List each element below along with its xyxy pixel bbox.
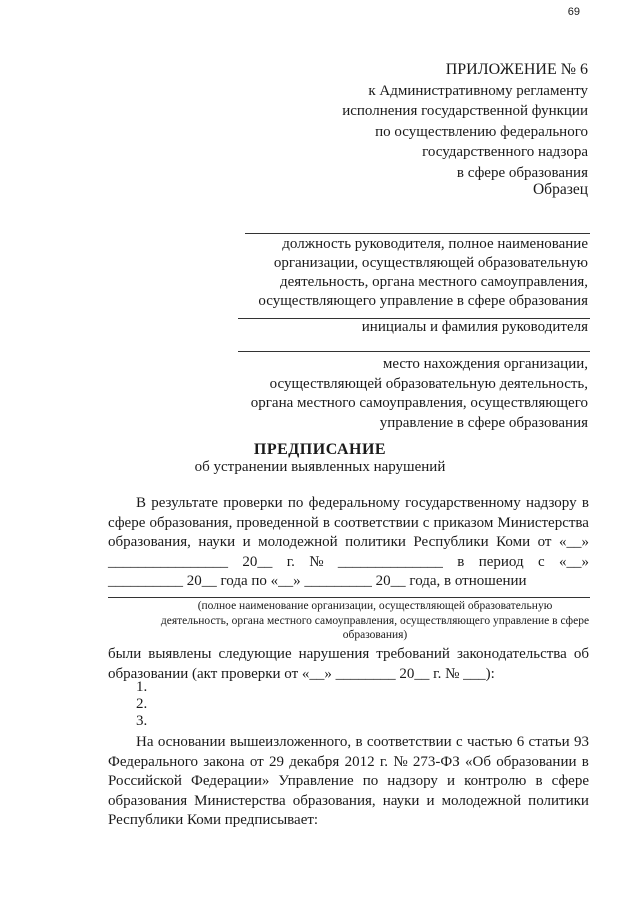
addressee-line: управление в сфере образования	[379, 414, 588, 431]
violation-item: 2.	[136, 696, 148, 712]
organization-note	[150, 599, 600, 643]
intro-line-date-fields	[108, 553, 589, 573]
intro-line	[108, 494, 589, 514]
word: от	[249, 753, 264, 770]
addressee-line: осуществляющей образовательную деятельность,	[269, 375, 588, 392]
word: вышеизложенного,	[229, 734, 352, 750]
word: образования	[108, 792, 188, 809]
organization-rule	[108, 597, 590, 598]
appendix-header	[342, 60, 588, 183]
word: закона	[203, 753, 245, 770]
word: в	[581, 495, 589, 511]
word: в	[581, 753, 589, 770]
word: с	[455, 734, 463, 750]
addressee-line: должность руководителя, полное наименование	[282, 236, 588, 252]
page-number: 69	[567, 6, 580, 18]
word: образования,	[292, 792, 376, 809]
violation-item: 3.	[136, 713, 148, 729]
sample-label: Образец	[532, 181, 588, 198]
word: были	[108, 646, 142, 662]
addressee-line: органа местного самоуправления, осуществляющего	[250, 395, 588, 411]
document-title: ПРЕДПИСАНИЕ	[253, 441, 387, 458]
intro-line	[108, 533, 589, 553]
word: по	[362, 773, 379, 790]
word: федеральному	[308, 495, 400, 511]
addressee-block-position	[258, 235, 588, 311]
word: 2012	[344, 753, 375, 770]
word: период	[478, 553, 524, 570]
word: «__»	[558, 534, 589, 550]
word: Федерации»	[191, 773, 270, 790]
word: 6	[516, 734, 525, 750]
word: надзору	[525, 495, 577, 511]
addressee-block-location	[251, 355, 588, 433]
conclusion-line	[108, 772, 589, 792]
appendix-title: ПРИЛОЖЕНИЕ № 6	[445, 61, 588, 78]
word: сфере	[551, 773, 589, 790]
word: и	[426, 792, 435, 809]
note-line: деятельность, органа местного самоуправления, осуществляющего управление в сфере	[160, 614, 590, 627]
word: от	[537, 534, 552, 550]
word: Управление	[278, 773, 354, 790]
word: с	[537, 553, 545, 570]
word: требований	[376, 646, 450, 662]
conclusion-paragraph	[108, 733, 589, 831]
appendix-line: по осуществлению федерального	[375, 123, 588, 140]
word: науки	[382, 792, 420, 809]
addressee-line: осуществляющего управление в сфере образования	[258, 293, 588, 309]
conclusion-line	[108, 733, 589, 753]
word: №	[393, 753, 408, 770]
word: надзору	[387, 773, 438, 790]
year-abbr: г.	[286, 553, 295, 570]
document-subtitle: об устранении выявленных нарушений	[194, 459, 446, 475]
word: контролю	[464, 773, 527, 790]
word: политики	[528, 792, 589, 809]
word: с	[422, 514, 430, 531]
year-field: 20__	[242, 553, 273, 570]
intro-line: __________ 20__ года по «__» _________ 20__ года, в отношении	[108, 573, 527, 589]
word: проведенной	[236, 514, 319, 531]
word: в	[535, 773, 543, 790]
word: государственному	[405, 495, 521, 511]
word: молодежной	[258, 534, 338, 550]
appendix-line: к Административному регламенту	[368, 82, 588, 99]
word: законодательства	[456, 646, 567, 662]
word: образования,	[108, 534, 191, 550]
intro-paragraph	[108, 494, 589, 592]
violation-item: 1.	[136, 679, 148, 695]
word: следующие	[218, 646, 292, 662]
appendix-line: исполнения государственной функции	[342, 103, 588, 119]
word: Министерства	[497, 514, 589, 531]
word: 29	[268, 753, 284, 770]
word: соответствии	[366, 734, 452, 750]
appendix-line: в сфере образования	[456, 164, 588, 181]
word: г.	[379, 753, 389, 770]
appendix-line: государственного надзора	[422, 144, 588, 160]
violations-line: образовании (акт проверки от «__» ________ 20__ г. № ___):	[108, 665, 495, 682]
word: молодежной	[441, 792, 522, 809]
addressee-rule	[238, 351, 590, 352]
word: образования,	[149, 514, 233, 531]
word: Федерального	[108, 753, 199, 770]
number-field: ______________	[337, 553, 443, 570]
word: в	[457, 553, 465, 570]
day-field: «__»	[558, 553, 589, 570]
word: проверки	[223, 495, 283, 511]
word: В	[136, 495, 147, 511]
word: соответствии	[333, 514, 419, 531]
word: На	[136, 734, 154, 750]
violations-line	[108, 645, 589, 665]
word: сфере	[108, 514, 146, 531]
word: Министерства	[194, 792, 286, 809]
word: Российской	[108, 773, 182, 790]
word: об	[573, 646, 589, 662]
conclusion-line: Республики Коми предписывает:	[108, 812, 319, 829]
word: в	[355, 734, 363, 750]
note-line: образования)	[342, 629, 408, 641]
word: частью	[466, 734, 513, 750]
intro-line	[108, 514, 589, 534]
word: и	[447, 773, 456, 790]
addressee-initials: инициалы и фамилия руководителя	[361, 319, 588, 335]
word: выявлены	[148, 646, 212, 662]
word: «Об	[465, 753, 491, 770]
conclusion-line	[108, 792, 589, 812]
word: результате	[151, 495, 218, 511]
note-line: (полное наименование организации, осуществляющей образовательную	[197, 600, 553, 612]
word: науки	[198, 534, 236, 550]
word: приказом	[433, 514, 494, 531]
word: в	[322, 514, 330, 531]
word: политики	[345, 534, 406, 550]
addressee-line: место нахождения организации,	[382, 356, 588, 372]
conclusion-line	[108, 753, 589, 773]
date-field: ________________	[108, 553, 228, 570]
violations-paragraph	[108, 645, 589, 684]
word: нарушения	[298, 646, 370, 662]
addressee-line: организации, осуществляющей образовательную	[273, 255, 588, 271]
addressee-rule	[245, 233, 590, 234]
word: образовании	[496, 753, 577, 770]
word: Коми	[496, 534, 531, 550]
addressee-line: деятельность, органа местного самоуправления,	[279, 274, 588, 290]
number-sign: №	[309, 553, 324, 570]
word: основании	[157, 734, 226, 750]
word: Республики	[413, 534, 489, 550]
word: и	[242, 534, 251, 550]
word: статьи	[528, 734, 570, 750]
word: по	[287, 495, 304, 511]
word: 93	[573, 734, 589, 750]
word: декабря	[289, 753, 340, 770]
word: 273-ФЗ	[412, 753, 460, 770]
